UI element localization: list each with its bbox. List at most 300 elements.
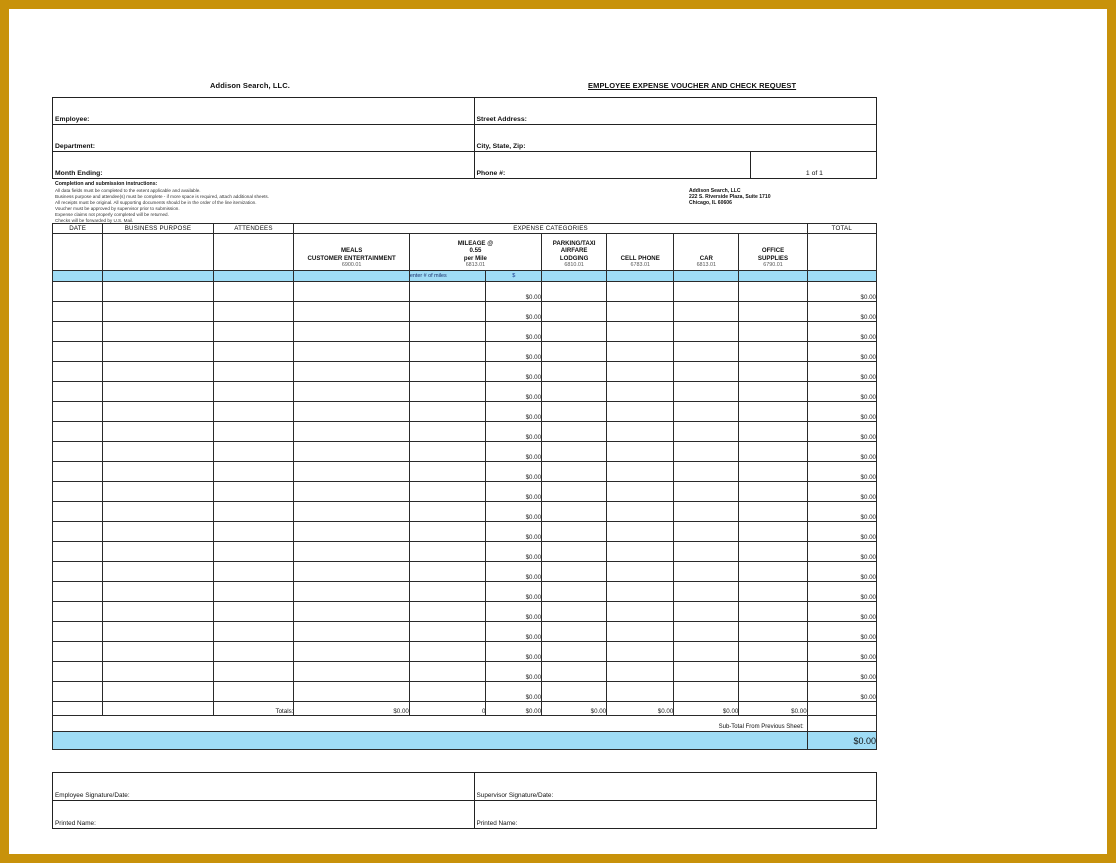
cell-total[interactable]: $0.00	[807, 582, 876, 602]
cell-office[interactable]	[739, 542, 807, 562]
cell-mileage-amount[interactable]: $0.00	[486, 382, 542, 402]
cell-date[interactable]	[53, 642, 103, 662]
cell-cell-phone[interactable]	[607, 482, 674, 502]
cell-total[interactable]: $0.00	[807, 382, 876, 402]
cell-attendees[interactable]	[213, 562, 294, 582]
cell-attendees[interactable]	[213, 322, 294, 342]
cell-date[interactable]	[53, 482, 103, 502]
cell-business-purpose[interactable]	[103, 422, 213, 442]
cell-car[interactable]	[674, 402, 739, 422]
cell-date[interactable]	[53, 602, 103, 622]
cell-cell-phone[interactable]	[607, 662, 674, 682]
cell-business-purpose[interactable]	[103, 302, 213, 322]
cell-car[interactable]	[674, 442, 739, 462]
cell-business-purpose[interactable]	[103, 362, 213, 382]
month-ending-field[interactable]: Month Ending:	[53, 152, 475, 179]
table-row	[53, 622, 877, 642]
company-address	[689, 188, 771, 207]
cell-car[interactable]	[674, 562, 739, 582]
cell-miles[interactable]	[409, 682, 486, 702]
cell-date[interactable]	[53, 342, 103, 362]
cell-parking[interactable]	[542, 562, 607, 582]
supervisor-printed-name-field[interactable]: Printed Name:	[474, 801, 877, 829]
category-header-spacer-purpose	[103, 234, 213, 271]
phone-field[interactable]: Phone #:	[474, 152, 750, 179]
cell-mileage-amount[interactable]: $0.00	[486, 642, 542, 662]
category-code: 6900.01	[341, 262, 362, 269]
title-row	[52, 75, 877, 97]
cell-cell-phone[interactable]	[607, 362, 674, 382]
cell-miles[interactable]	[409, 282, 486, 302]
cell-car[interactable]	[674, 282, 739, 302]
cell-meals[interactable]	[294, 522, 409, 542]
cell-total[interactable]: $0.00	[807, 402, 876, 422]
cell-car[interactable]	[674, 382, 739, 402]
cell-attendees[interactable]	[213, 482, 294, 502]
cell-total[interactable]: $0.00	[807, 502, 876, 522]
cell-attendees[interactable]	[213, 442, 294, 462]
cell-meals[interactable]	[294, 302, 409, 322]
cell-office[interactable]	[739, 562, 807, 582]
cell-meals[interactable]	[294, 662, 409, 682]
company-address-line: Chicago, IL 60606	[689, 200, 732, 207]
cell-business-purpose[interactable]	[103, 582, 213, 602]
cell-business-purpose[interactable]	[103, 602, 213, 622]
cell-date[interactable]	[53, 582, 103, 602]
cell-meals[interactable]	[294, 542, 409, 562]
cell-business-purpose[interactable]	[103, 522, 213, 542]
employee-field[interactable]: Employee:	[53, 98, 475, 125]
cell-meals[interactable]	[294, 562, 409, 582]
cell-meals[interactable]	[294, 342, 409, 362]
cell-mileage-amount[interactable]: $0.00	[486, 362, 542, 382]
cell-office[interactable]	[739, 462, 807, 482]
cell-date[interactable]	[53, 622, 103, 642]
cell-attendees[interactable]	[213, 342, 294, 362]
cell-date[interactable]	[53, 462, 103, 482]
cell-parking[interactable]	[542, 302, 607, 322]
cell-mileage-amount[interactable]: $0.00	[486, 302, 542, 322]
cell-date[interactable]	[53, 382, 103, 402]
cell-office[interactable]	[739, 502, 807, 522]
totals-miles: 0	[409, 702, 486, 716]
supervisor-signature-field[interactable]: Supervisor Signature/Date:	[474, 773, 877, 801]
cell-parking[interactable]	[542, 502, 607, 522]
cell-parking[interactable]	[542, 282, 607, 302]
cell-attendees[interactable]	[213, 422, 294, 442]
cell-attendees[interactable]	[213, 522, 294, 542]
instruction-line: Business purpose and attendee(s) must be complete - if more space is required, attach additional sheets.	[55, 194, 269, 200]
column-header-date: DATE	[53, 224, 103, 234]
cell-miles[interactable]	[409, 662, 486, 682]
cell-car[interactable]	[674, 642, 739, 662]
cell-car[interactable]	[674, 362, 739, 382]
cell-total[interactable]: $0.00	[807, 302, 876, 322]
cell-parking[interactable]	[542, 342, 607, 362]
company-address-line: Addison Search, LLC	[689, 188, 741, 194]
totals-mileage-amount: $0.00	[486, 702, 542, 716]
cell-office[interactable]	[739, 282, 807, 302]
cell-business-purpose[interactable]	[103, 542, 213, 562]
cell-office[interactable]	[739, 682, 807, 702]
cell-date[interactable]	[53, 682, 103, 702]
cell-business-purpose[interactable]	[103, 282, 213, 302]
cell-cell-phone[interactable]	[607, 642, 674, 662]
cell-car[interactable]	[674, 302, 739, 322]
cell-car[interactable]	[674, 342, 739, 362]
cell-attendees[interactable]	[213, 462, 294, 482]
cell-total[interactable]: $0.00	[807, 422, 876, 442]
cell-mileage-amount[interactable]: $0.00	[486, 442, 542, 462]
cell-business-purpose[interactable]	[103, 462, 213, 482]
cell-miles[interactable]	[409, 562, 486, 582]
totals-car: $0.00	[674, 702, 739, 716]
totals-total	[807, 702, 876, 716]
expense-rows-body	[53, 282, 877, 702]
cell-business-purpose[interactable]	[103, 662, 213, 682]
street-address-field[interactable]: Street Address:	[474, 98, 877, 125]
cell-attendees[interactable]	[213, 642, 294, 662]
cell-parking[interactable]	[542, 582, 607, 602]
cell-total[interactable]: $0.00	[807, 602, 876, 622]
table-row	[53, 442, 877, 462]
cell-attendees[interactable]	[213, 622, 294, 642]
cell-miles[interactable]	[409, 462, 486, 482]
cell-date[interactable]	[53, 322, 103, 342]
cell-office[interactable]	[739, 362, 807, 382]
cell-business-purpose[interactable]	[103, 442, 213, 462]
cell-cell-phone[interactable]	[607, 542, 674, 562]
cell-attendees[interactable]	[213, 382, 294, 402]
column-header-business-purpose: BUSINESS PURPOSE	[103, 224, 213, 234]
miles-row-parking-cell	[542, 271, 607, 282]
cell-mileage-amount[interactable]: $0.00	[486, 542, 542, 562]
cell-total[interactable]: $0.00	[807, 562, 876, 582]
cell-parking[interactable]	[542, 442, 607, 462]
category-header-meals	[294, 234, 409, 271]
cell-miles[interactable]	[409, 642, 486, 662]
table-row	[53, 342, 877, 362]
cell-meals[interactable]	[294, 402, 409, 422]
cell-date[interactable]	[53, 422, 103, 442]
cell-miles[interactable]	[409, 302, 486, 322]
cell-date[interactable]	[53, 362, 103, 382]
cell-office[interactable]	[739, 302, 807, 322]
cell-mileage-amount[interactable]: $0.00	[486, 522, 542, 542]
cell-attendees[interactable]	[213, 402, 294, 422]
totals-meals: $0.00	[294, 702, 409, 716]
cell-total[interactable]: $0.00	[807, 542, 876, 562]
miles-row-office-cell	[739, 271, 807, 282]
cell-office[interactable]	[739, 522, 807, 542]
cell-cell-phone[interactable]	[607, 342, 674, 362]
cell-mileage-amount[interactable]: $0.00	[486, 582, 542, 602]
cell-business-purpose[interactable]	[103, 642, 213, 662]
instruction-line: Checks will be forwarded by U.S. Mail.	[55, 218, 134, 224]
identity-row-employee	[53, 98, 877, 125]
cell-meals[interactable]	[294, 462, 409, 482]
cell-miles[interactable]	[409, 402, 486, 422]
table-row	[53, 662, 877, 682]
cell-date[interactable]	[53, 662, 103, 682]
cell-office[interactable]	[739, 422, 807, 442]
cell-date[interactable]	[53, 282, 103, 302]
cell-date[interactable]	[53, 522, 103, 542]
cell-cell-phone[interactable]	[607, 602, 674, 622]
cell-car[interactable]	[674, 422, 739, 442]
cell-parking[interactable]	[542, 362, 607, 382]
category-label: SUPPLIES	[757, 254, 789, 262]
employee-printed-name-field[interactable]: Printed Name:	[53, 801, 475, 829]
cell-office[interactable]	[739, 602, 807, 622]
cell-car[interactable]	[674, 482, 739, 502]
cell-car[interactable]	[674, 622, 739, 642]
cell-attendees[interactable]	[213, 682, 294, 702]
department-field[interactable]: Department:	[53, 125, 475, 152]
cell-attendees[interactable]	[213, 502, 294, 522]
cell-attendees[interactable]	[213, 582, 294, 602]
cell-office[interactable]	[739, 342, 807, 362]
cell-meals[interactable]	[294, 582, 409, 602]
cell-parking[interactable]	[542, 682, 607, 702]
cell-car[interactable]	[674, 322, 739, 342]
table-row	[53, 382, 877, 402]
cell-attendees[interactable]	[213, 362, 294, 382]
cell-total[interactable]: $0.00	[807, 522, 876, 542]
cell-total[interactable]: $0.00	[807, 662, 876, 682]
category-header-cell-phone	[607, 234, 674, 271]
table-row	[53, 462, 877, 482]
cell-miles[interactable]	[409, 422, 486, 442]
cell-mileage-amount[interactable]: $0.00	[486, 322, 542, 342]
cell-meals[interactable]	[294, 602, 409, 622]
table-row	[53, 582, 877, 602]
cell-miles[interactable]	[409, 342, 486, 362]
cell-meals[interactable]	[294, 622, 409, 642]
cell-total[interactable]: $0.00	[807, 322, 876, 342]
category-header-car	[674, 234, 739, 271]
cell-business-purpose[interactable]	[103, 322, 213, 342]
enter-miles-label: enter # of miles	[409, 271, 486, 282]
cell-mileage-amount[interactable]: $0.00	[486, 462, 542, 482]
cell-office[interactable]	[739, 642, 807, 662]
miles-row-date-cell	[53, 271, 103, 282]
cell-cell-phone[interactable]	[607, 302, 674, 322]
cell-office[interactable]	[739, 482, 807, 502]
printed-name-row	[53, 801, 877, 829]
cell-office[interactable]	[739, 322, 807, 342]
cell-cell-phone[interactable]	[607, 562, 674, 582]
cell-car[interactable]	[674, 542, 739, 562]
cell-mileage-amount[interactable]: $0.00	[486, 602, 542, 622]
cell-miles[interactable]	[409, 522, 486, 542]
cell-meals[interactable]	[294, 382, 409, 402]
cell-miles[interactable]	[409, 502, 486, 522]
cell-cell-phone[interactable]	[607, 522, 674, 542]
cell-date[interactable]	[53, 442, 103, 462]
table-row	[53, 302, 877, 322]
cell-cell-phone[interactable]	[607, 682, 674, 702]
category-label: CELL PHONE	[620, 254, 660, 262]
cell-miles[interactable]	[409, 382, 486, 402]
cell-mileage-amount[interactable]: $0.00	[486, 662, 542, 682]
cell-parking[interactable]	[542, 462, 607, 482]
cell-office[interactable]	[739, 622, 807, 642]
instructions-block	[52, 179, 877, 223]
table-row	[53, 502, 877, 522]
cell-meals[interactable]	[294, 642, 409, 662]
grand-total-amount: $0.00	[807, 732, 876, 750]
cell-total[interactable]: $0.00	[807, 282, 876, 302]
cell-attendees[interactable]	[213, 542, 294, 562]
cell-car[interactable]	[674, 502, 739, 522]
cell-business-purpose[interactable]	[103, 682, 213, 702]
employee-signature-field[interactable]: Employee Signature/Date:	[53, 773, 475, 801]
cell-cell-phone[interactable]	[607, 582, 674, 602]
cell-miles[interactable]	[409, 602, 486, 622]
cell-car[interactable]	[674, 462, 739, 482]
cell-meals[interactable]	[294, 442, 409, 462]
cell-mileage-amount[interactable]: $0.00	[486, 282, 542, 302]
cell-mileage-amount[interactable]: $0.00	[486, 562, 542, 582]
cell-cell-phone[interactable]	[607, 442, 674, 462]
cell-parking[interactable]	[542, 422, 607, 442]
cell-meals[interactable]	[294, 322, 409, 342]
cell-total[interactable]: $0.00	[807, 442, 876, 462]
cell-meals[interactable]	[294, 422, 409, 442]
cell-car[interactable]	[674, 582, 739, 602]
cell-cell-phone[interactable]	[607, 382, 674, 402]
cell-car[interactable]	[674, 662, 739, 682]
cell-office[interactable]	[739, 402, 807, 422]
cell-parking[interactable]	[542, 382, 607, 402]
cell-parking[interactable]	[542, 482, 607, 502]
totals-cell-phone: $0.00	[607, 702, 674, 716]
cell-date[interactable]	[53, 542, 103, 562]
cell-car[interactable]	[674, 522, 739, 542]
totals-purpose-cell	[103, 702, 213, 716]
cell-total[interactable]: $0.00	[807, 482, 876, 502]
cell-parking[interactable]	[542, 622, 607, 642]
cell-cell-phone[interactable]	[607, 462, 674, 482]
cell-business-purpose[interactable]	[103, 382, 213, 402]
cell-business-purpose[interactable]	[103, 562, 213, 582]
cell-meals[interactable]	[294, 502, 409, 522]
cell-parking[interactable]	[542, 522, 607, 542]
cell-business-purpose[interactable]	[103, 342, 213, 362]
cell-miles[interactable]	[409, 582, 486, 602]
cell-car[interactable]	[674, 682, 739, 702]
subtotal-value-cell[interactable]	[807, 716, 876, 732]
cell-miles[interactable]	[409, 482, 486, 502]
miles-row-attendees-cell	[213, 271, 294, 282]
cell-total[interactable]: $0.00	[807, 682, 876, 702]
cell-cell-phone[interactable]	[607, 402, 674, 422]
cell-business-purpose[interactable]	[103, 402, 213, 422]
cell-business-purpose[interactable]	[103, 482, 213, 502]
table-row	[53, 362, 877, 382]
category-label: LODGING	[559, 254, 589, 262]
table-row	[53, 422, 877, 442]
signature-block	[52, 772, 877, 829]
cell-total[interactable]: $0.00	[807, 622, 876, 642]
cell-mileage-amount[interactable]: $0.00	[486, 422, 542, 442]
cell-cell-phone[interactable]	[607, 422, 674, 442]
cell-date[interactable]	[53, 402, 103, 422]
cell-office[interactable]	[739, 442, 807, 462]
cell-attendees[interactable]	[213, 662, 294, 682]
cell-parking[interactable]	[542, 602, 607, 622]
cell-miles[interactable]	[409, 622, 486, 642]
cell-office[interactable]	[739, 582, 807, 602]
cell-meals[interactable]	[294, 682, 409, 702]
cell-meals[interactable]	[294, 482, 409, 502]
page-indicator: 1 of 1	[750, 152, 876, 179]
expense-table	[52, 223, 877, 750]
cell-business-purpose[interactable]	[103, 502, 213, 522]
cell-parking[interactable]	[542, 642, 607, 662]
cell-parking[interactable]	[542, 662, 607, 682]
cell-mileage-amount[interactable]: $0.00	[486, 682, 542, 702]
city-state-zip-field[interactable]: City, State, Zip:	[474, 125, 877, 152]
cell-attendees[interactable]	[213, 602, 294, 622]
cell-miles[interactable]	[409, 442, 486, 462]
cell-date[interactable]	[53, 502, 103, 522]
cell-cell-phone[interactable]	[607, 502, 674, 522]
cell-parking[interactable]	[542, 402, 607, 422]
cell-total[interactable]: $0.00	[807, 462, 876, 482]
table-row	[53, 642, 877, 662]
cell-business-purpose[interactable]	[103, 622, 213, 642]
cell-cell-phone[interactable]	[607, 282, 674, 302]
category-header-spacer-attendees	[213, 234, 294, 271]
cell-mileage-amount[interactable]: $0.00	[486, 342, 542, 362]
cell-cell-phone[interactable]	[607, 322, 674, 342]
cell-office[interactable]	[739, 662, 807, 682]
cell-total[interactable]: $0.00	[807, 362, 876, 382]
cell-parking[interactable]	[542, 322, 607, 342]
totals-parking: $0.00	[542, 702, 607, 716]
cell-mileage-amount[interactable]: $0.00	[486, 622, 542, 642]
cell-cell-phone[interactable]	[607, 622, 674, 642]
cell-total[interactable]: $0.00	[807, 642, 876, 662]
cell-miles[interactable]	[409, 362, 486, 382]
totals-office: $0.00	[739, 702, 807, 716]
column-header-total: TOTAL	[807, 224, 876, 234]
cell-parking[interactable]	[542, 542, 607, 562]
cell-miles[interactable]	[409, 542, 486, 562]
instructions-title: Completion and submission instructions:	[55, 181, 158, 187]
subtotal-row	[53, 716, 877, 732]
cell-meals[interactable]	[294, 362, 409, 382]
cell-mileage-amount[interactable]: $0.00	[486, 482, 542, 502]
cell-miles[interactable]	[409, 322, 486, 342]
cell-date[interactable]	[53, 302, 103, 322]
cell-mileage-amount[interactable]: $0.00	[486, 502, 542, 522]
cell-date[interactable]	[53, 562, 103, 582]
category-label: OFFICE	[761, 247, 785, 255]
cell-mileage-amount[interactable]: $0.00	[486, 402, 542, 422]
cell-attendees[interactable]	[213, 282, 294, 302]
cell-attendees[interactable]	[213, 302, 294, 322]
category-header-total-spacer	[807, 234, 876, 271]
cell-car[interactable]	[674, 602, 739, 622]
cell-meals[interactable]	[294, 282, 409, 302]
cell-total[interactable]: $0.00	[807, 342, 876, 362]
cell-office[interactable]	[739, 382, 807, 402]
miles-row-cell-cell	[607, 271, 674, 282]
category-label: 0.55	[469, 247, 482, 255]
